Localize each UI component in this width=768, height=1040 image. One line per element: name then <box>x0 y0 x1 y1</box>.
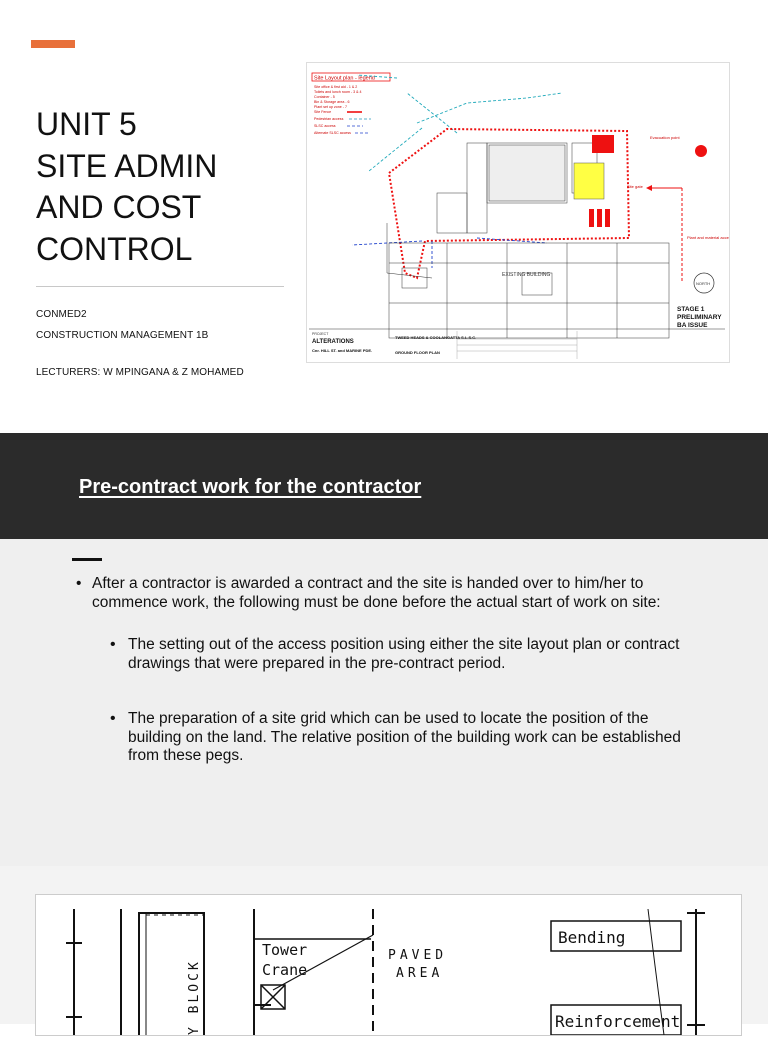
legend-item: Toilets and lunch room - 3 & 4 <box>314 90 362 94</box>
plant-access-label: Plant and material access <box>687 235 729 240</box>
title-line: CONTROL <box>36 230 193 267</box>
item-text: The setting out of the access position using either the site layout plan or contract drawings that were prepared in the pre-contract period. <box>128 636 680 672</box>
bending-label: Bending <box>558 928 626 947</box>
site-layout-plan-image <box>306 62 730 363</box>
course-name: CONSTRUCTION MANAGEMENT 1B <box>36 330 209 341</box>
divider <box>36 286 284 287</box>
title-line: SITE ADMIN <box>36 147 218 184</box>
north-label: NORTH <box>696 281 711 286</box>
tower-crane-label: Tower <box>262 941 308 959</box>
evacuation-label: Evacuation point <box>650 135 680 140</box>
lecturers: LECTURERS: W MPINGANA & Z MOHAMED <box>36 367 244 378</box>
slide-body <box>0 539 768 866</box>
paved-area-label: AREA <box>396 966 444 981</box>
accent-bar <box>31 40 75 48</box>
title-slide <box>0 0 768 432</box>
bullet-icon: • <box>110 636 116 653</box>
legend-item: Plant set up zone - 7 <box>314 105 347 109</box>
title-line: AND COST <box>36 189 202 225</box>
stage-line: PRELIMINARY <box>677 314 722 321</box>
stage-line: BA ISSUE <box>677 322 708 329</box>
plan-legend-title: Site Layout plan - legend <box>314 75 375 82</box>
client-name: TWEED HEADS & COOLANGATTA S.L.S.C. <box>395 335 477 340</box>
bullet-icon: • <box>110 710 116 727</box>
stage-line: STAGE 1 <box>677 306 705 313</box>
legend-item: Site office & first aid - 1 & 2 <box>314 85 358 89</box>
site-sketch-image <box>35 894 742 1036</box>
list-item <box>76 575 706 612</box>
project-label: PROJECT <box>312 332 329 336</box>
slide-header <box>0 433 768 539</box>
legend-item: Alternate SLSC access <box>314 131 351 135</box>
legend-item: Site Fence <box>314 110 332 114</box>
tower-crane-label: Crane <box>262 961 308 979</box>
item-text: The preparation of a site grid which can be used to locate the position of the building on the land. The relative position of the building work can be established from these pegs. <box>128 710 681 764</box>
diagram-slide <box>0 866 768 1035</box>
project-address: Cnr. HILL ST. and MARINE PDE. <box>312 348 373 353</box>
intro-text: After a contractor is awarded a contract and the site is handed over to him/her to commence work, the following must be done before the actual start of work on site: <box>92 575 661 611</box>
slide-title <box>36 104 217 270</box>
project-name: ALTERATIONS <box>312 339 354 345</box>
drawing-name: GROUND FLOOR PLAN <box>395 350 440 355</box>
course-code: CONMED2 <box>36 309 87 320</box>
legend-item: Pedestrian access <box>314 117 344 121</box>
title-line: UNIT 5 <box>36 106 137 142</box>
bullet-icon: • <box>76 575 82 592</box>
paved-area-label: PAVED <box>388 948 448 963</box>
legend-item: Bin & Storage area - 6 <box>314 100 350 104</box>
legend-item: Container - 5 <box>314 95 335 99</box>
sub-list-item <box>110 636 700 673</box>
slide-heading: Pre-contract work for the contractor <box>79 476 422 498</box>
reinforcement-label: Reinforcement <box>555 1012 681 1031</box>
sub-list-item <box>110 710 700 766</box>
legend-item: SLSC access <box>314 124 336 128</box>
existing-building-label: EXISTING BUILDING <box>502 272 551 278</box>
block-label: Y BLOCK <box>187 959 202 1035</box>
site-gate-label: Site gate <box>627 184 643 189</box>
divider <box>72 558 102 561</box>
